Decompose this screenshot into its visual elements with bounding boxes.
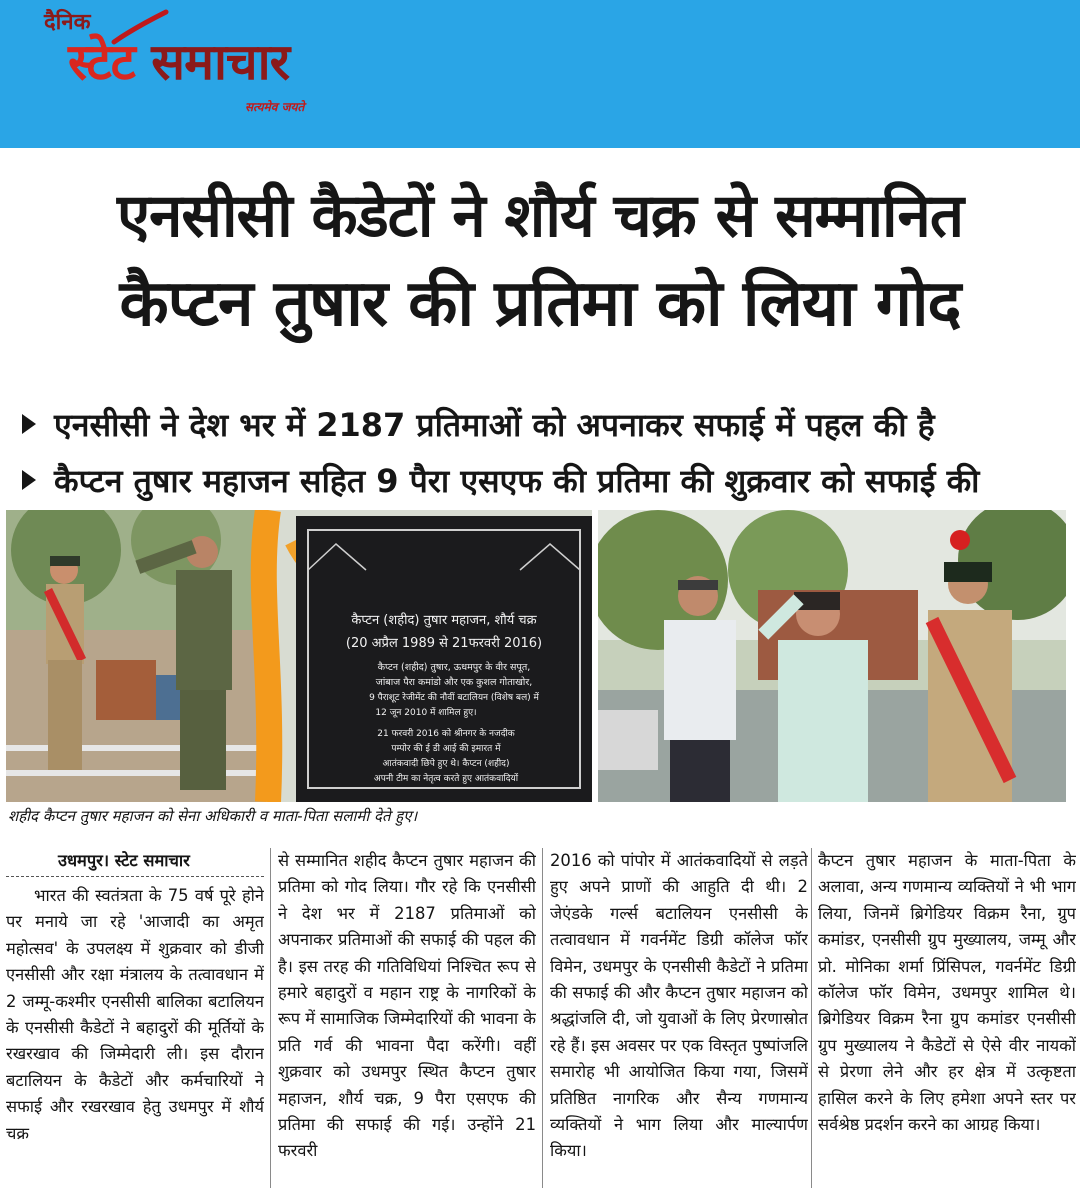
plaque-line: 21 फरवरी 2016 को श्रीनगर के नजदीक [377, 729, 515, 739]
headline-line-1: एनसीसी कैडेटों ने शौर्य चक्र से सम्मानित [116, 181, 964, 251]
subhead-text: कैप्टन तुषार महाजन सहित 9 पैरा एसएफ की प्रतिमा की शुक्रवार को सफाई की [54, 461, 980, 500]
triangle-bullet-icon [22, 470, 36, 490]
plaque-line: 9 पैराशूट रेजीमेंट की नौवीं बटालियन (विशेष बल) में [369, 693, 539, 703]
subheads [22, 396, 1062, 508]
plaque-dates: (20 अप्रैल 1989 से 21फरवरी 2016) [345, 636, 543, 651]
plaque-line: पम्पोर की ई डी आई की इमारत में [391, 744, 501, 754]
logo-word-samachar: समाचार [151, 33, 290, 91]
plaque-title: कैप्टन (शहीद) तुषार महाजन, शौर्य चक्र [351, 613, 537, 628]
subhead-item [22, 396, 1062, 452]
logo-title [68, 32, 289, 92]
article-paragraph: कैप्टन तुषार महाजन के माता-पिता के अलावा, अन्य गणमान्य व्यक्तियों ने भी भाग लिया, जिनमें ब्रिगेडियर विक्रम रैना, ग्रुप कमांडर, एनसीसी ग्रुप मुख्यालय, जम्मू और प्रो. मोनिका शर्मा प्रिंसिपल, गवर्नमेंट डिग्री कॉलेज फॉर विमेन, उधमपुर शामिल थे। ब्रिगेडियर विक्रम रैना ग्रुप कमांडर एनसीसी ग्रुप मुख्यालय ने कैडेटों से ऐसे वीर नायकों से प्रेरणा लेने और हर क्षेत्र में उत्कृष्टता हासिल करने के लिए हमेशा अपने स्तर पर सर्वश्रेष्ठ प्रदर्शन करने का आग्रह किया। [818, 851, 1076, 1135]
article-column-2 [278, 848, 536, 1193]
article-column-3 [550, 848, 808, 1193]
headline [0, 172, 1080, 348]
dateline: उधमपुर। स्टेट समाचार [58, 851, 190, 870]
photo-caption: शहीद कैप्टन तुषार महाजन को सेना अधिकारी व माता-पिता सलामी देते हुए। [8, 807, 418, 825]
article-paragraph: से सम्मानित शहीद कैप्टन तुषार महाजन की प्रतिमा को गोद लिया। गौर रहे कि एनसीसी ने देश भर में 2187 प्रतिमाओं को अपनाकर प्रतिमाओं की सफाई की पहल की है। इस तरह की गतिविधियां निश्चित रूप से हमारे बहादुरों व महान राष्ट्र के नागरिकों के रूप में सामाजिक जिम्मेदारियों की भावना के प्रति गर्व की भावना पैदा करेंगी। वहीं शुक्रवार को उधमपुर स्थित कैप्टन तुषार महाजन, शौर्य चक्र, 9 पैरा एसएफ की प्रतिमा की सफाई की गई। उन्होंने 21 फरवरी [278, 851, 536, 1161]
column-divider [811, 848, 812, 1188]
article-column-1 [6, 848, 264, 1193]
headline-line-2: कैप्टन तुषार की प्रतिमा को लिया गोद [119, 267, 961, 341]
plaque-line: अपनी टीम का नेतृत्व करते हुए आतंकवादियों [373, 774, 519, 784]
column-divider [270, 848, 271, 1188]
memorial-salute-photo [6, 510, 592, 802]
article-column-4 [818, 848, 1076, 1193]
logo-prefix: दैनिक [44, 9, 91, 35]
article-paragraph: 2016 को पांपोर में आतंकवादियों से लड़ते हुए अपने प्राणों की आहुति दी थी। 2 जेएंडके गर्ल्स बटालियन एनसीसी के तत्वावधान में गवर्नमेंट डिग्री कॉलेज फॉर विमेन, उधमपुर के एनसीसी कैडेटों ने प्रतिमा की सफाई की और कैप्टन तुषार महाजन को श्रद्धांजलि दी, जो युवाओं के लिए प्रेरणास्रोत रहे हैं। इस अवसर पर एक विस्तृत पुष्पांजलि समारोह भी आयोजित किया गया, जिसमें प्रतिष्ठित नागरिक और सैन्य गणमान्य व्यक्तियों ने भाग लिया और माल्यार्पण किया। [550, 851, 808, 1161]
logo-word-state: स्टेट [68, 33, 135, 91]
newspaper-logo [40, 6, 370, 124]
plaque-line: जांबाज पैरा कमांडो और एक कुशल गोताखोर, [375, 677, 533, 688]
logo-tagline: सत्यमेव जयते [245, 100, 305, 114]
masthead [0, 0, 1080, 148]
triangle-bullet-icon [22, 414, 36, 434]
plaque-line: 12 जून 2010 में शामिल हुए। [375, 708, 477, 718]
article-paragraph: भारत की स्वतंत्रता के 75 वर्ष पूरे होने पर मनाये जा रहे 'आजादी का अमृत महोत्सव' के उपलक्ष्य में शुक्रवार को डीजी एनसीसी और रक्षा मंत्रालय के तत्वावधान में 2 जम्मू-कश्मीर एनसीसी बालिका बटालियन के एनसीसी कैडेटों ने बहादुरों की मूर्तियों के रखरखाव की जिम्मेदारी ली। इस दौरान बटालियन के कैडेटों और कर्मचारियों ने सफाई और रखरखाव हेतु उधमपुर में शौर्य चक्र [6, 886, 264, 1143]
subhead-text: एनसीसी ने देश भर में 2187 प्रतिमाओं को अपनाकर सफाई में पहल की है [54, 405, 935, 444]
plaque-line: आतंकवादी छिपे हुए थे। कैप्टन (शहीद) [382, 759, 510, 769]
parents-salute-photo [598, 510, 1066, 802]
dateline-divider [6, 876, 264, 877]
plaque-line: कैप्टन (शहीद) तुषार, ऊधमपुर के वीर सपूत, [377, 662, 531, 673]
column-divider [542, 848, 543, 1188]
subhead-item [22, 452, 1062, 508]
